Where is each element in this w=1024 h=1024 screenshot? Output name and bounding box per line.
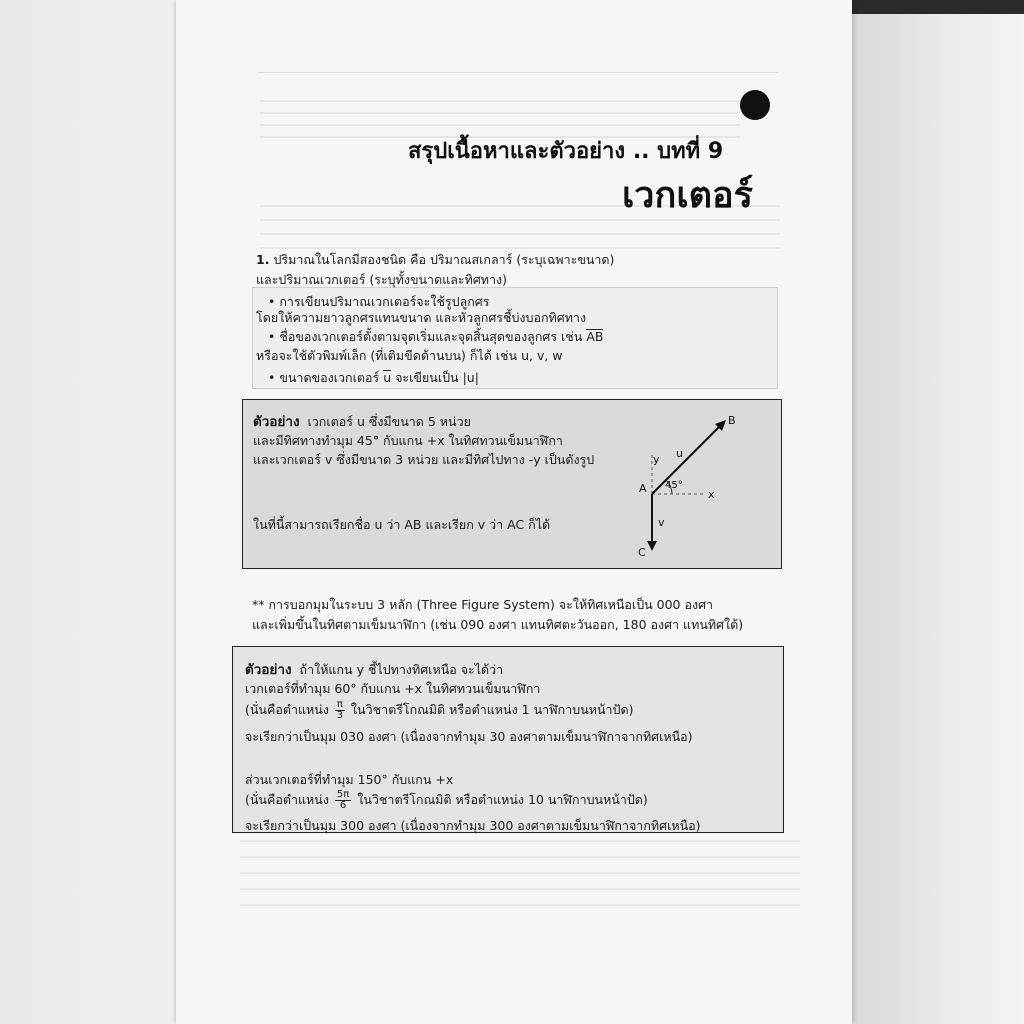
label-angle: 45° bbox=[665, 480, 683, 491]
vector-u: u bbox=[383, 370, 392, 385]
bullet3-text: • ขนาดของเวกเตอร์ bbox=[268, 370, 380, 385]
chapter-bullet-dot bbox=[740, 90, 770, 120]
example2-line6 bbox=[245, 790, 648, 811]
label-v: v bbox=[658, 516, 665, 529]
bleed-rule bbox=[258, 72, 778, 73]
example1-line3: และเวกเตอร์ v ซึ่งมีขนาด 3 หน่วย และมีทิศไปทาง -y เป็นดังรูป bbox=[253, 452, 595, 467]
example2-line2: เวกเตอร์ที่ทำมุม 60° กับแกน +x ในทิศทวนเข็มนาฬิกา bbox=[245, 681, 541, 696]
label-y: y bbox=[653, 453, 660, 466]
chapter-subtitle: สรุปเนื้อหาและตัวอย่าง .. บทที่ 9 bbox=[408, 139, 724, 164]
section1-number: 1. bbox=[256, 252, 270, 267]
label-u: u bbox=[676, 447, 683, 460]
fraction2-den: 6 bbox=[339, 800, 347, 811]
example1-line4: ในที่นี้สามารถเรียกชื่อ u ว่า AB และเรียก v ว่า AC ก็ได้ bbox=[253, 517, 551, 532]
bullet2-text2: หรือจะใช้ตัวพิมพ์เล็ก (ที่เติมขีดด้านบน) ก็ได้ เช่น bbox=[256, 348, 518, 363]
bullet2-text: • ชื่อของเวกเตอร์ตั้งตามจุดเริ่มและจุดสิ้นสุดของลูกศร เช่น bbox=[268, 329, 583, 344]
example2-text6a: (นั่นคือตำแหน่ง bbox=[245, 792, 329, 807]
example2-line4: จะเรียกว่าเป็นมุม 030 องศา (เนื่องจากทำมุม 30 องศาตามเข็มนาฬิกาจากทิศเหนือ) bbox=[245, 729, 693, 744]
bullet2-line2 bbox=[256, 346, 563, 366]
vector-ab: AB bbox=[586, 329, 604, 344]
background-corner bbox=[850, 0, 1024, 14]
example1-line1 bbox=[253, 410, 471, 432]
section1-line1 bbox=[256, 250, 614, 270]
note-line2: และเพิ่มขึ้นในทิศตามเข็มนาฬิกา (เช่น 090 องศา แทนทิศตะวันออก, 180 องศา แทนทิศใต้) bbox=[252, 617, 744, 632]
section1-line2: และปริมาณเวกเตอร์ (ระบุทั้งขนาดและทิศทาง) bbox=[256, 272, 508, 287]
label-b: B bbox=[728, 414, 736, 427]
fraction1-den: 3 bbox=[336, 710, 344, 721]
vector-v-arrowhead bbox=[647, 541, 657, 551]
chapter-title: เวกเตอร์ bbox=[622, 175, 753, 216]
note-line1: ** การบอกมุมในระบบ 3 หลัก (Three Figure System) จะให้ทิศเหนือเป็น 000 องศา bbox=[252, 597, 714, 612]
bullet2-line1 bbox=[268, 327, 603, 347]
example1-text1: เวกเตอร์ u ซึ่งมีขนาด 5 หน่วย bbox=[307, 414, 471, 429]
example2-line5: ส่วนเวกเตอร์ที่ทำมุม 150° กับแกน +x bbox=[245, 772, 454, 787]
example2-label: ตัวอย่าง bbox=[245, 662, 292, 678]
example2-text3a: (นั่นคือตำแหน่ง bbox=[245, 702, 329, 717]
bullet3-line bbox=[268, 368, 479, 388]
example2-line3 bbox=[245, 700, 633, 721]
bullet1-line1: • การเขียนปริมาณเวกเตอร์จะใช้รูปลูกศร bbox=[268, 294, 490, 309]
fraction2-num: 5π bbox=[336, 789, 350, 800]
label-x: x bbox=[708, 488, 715, 501]
fraction-5pi-6 bbox=[335, 790, 351, 811]
example2-line7: จะเรียกว่าเป็นมุม 300 องศา (เนื่องจากทำมุม 300 องศาตามเข็มนาฬิกาจากทิศเหนือ) bbox=[245, 818, 701, 833]
bleed-text-block bbox=[240, 840, 800, 920]
fraction1-num: π bbox=[336, 699, 343, 710]
bullet3-text2: จะเขียนเป็น bbox=[395, 370, 459, 385]
label-a: A bbox=[639, 482, 647, 495]
example1-line2: และมีทิศทางทำมุม 45° กับแกน +x ในทิศทวนเข็มนาฬิกา bbox=[253, 433, 563, 448]
vector-examples: u, v, w bbox=[521, 348, 563, 363]
example1-label: ตัวอย่าง bbox=[253, 414, 300, 430]
example2-line1 bbox=[245, 658, 503, 680]
label-c: C bbox=[638, 546, 646, 558]
background-right bbox=[850, 0, 1024, 1024]
vector-diagram bbox=[620, 408, 770, 558]
magnitude-u: |u| bbox=[462, 370, 479, 385]
bullet1-line2: โดยให้ความยาวลูกศรแทนขนาด และหัวลูกศรชี้บ่งบอกทิศทาง bbox=[256, 310, 587, 325]
section1-text1: ปริมาณในโลกมีสองชนิด คือ ปริมาณสเกลาร์ (ระบุเฉพาะขนาด) bbox=[273, 252, 615, 267]
background-left bbox=[0, 0, 180, 1024]
fraction-pi-3 bbox=[335, 700, 345, 721]
example2-text6b: ในวิชาตรีโกณมิติ หรือตำแหน่ง 10 นาฬิกาบนหน้าปัด) bbox=[357, 792, 648, 807]
example2-text3b: ในวิชาตรีโกณมิติ หรือตำแหน่ง 1 นาฬิกาบนหน้าปัด) bbox=[350, 702, 634, 717]
example2-text1: ถ้าให้แกน y ชี้ไปทางทิศเหนือ จะได้ว่า bbox=[299, 662, 504, 677]
vector-u-arrow bbox=[652, 424, 722, 494]
